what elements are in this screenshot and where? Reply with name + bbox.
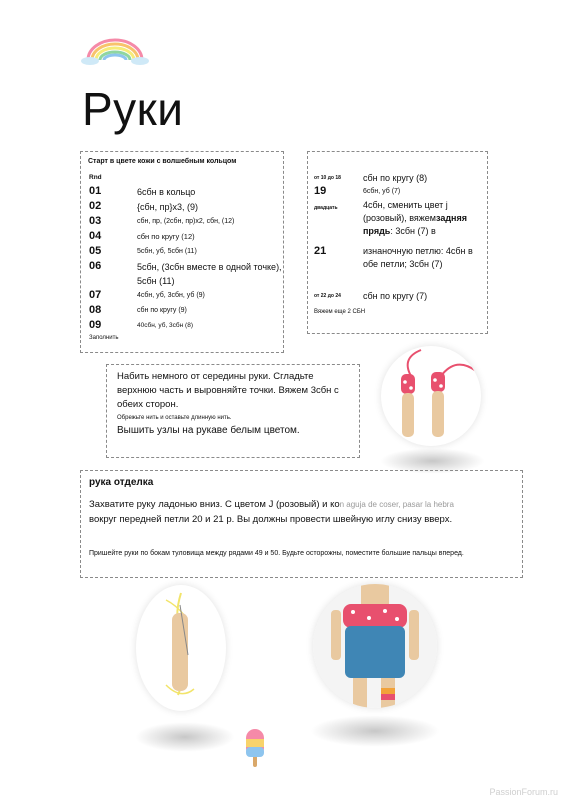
back-loop-emphasis: задняя прядь (363, 213, 467, 236)
instructions-box-rounds-1-9 (80, 151, 284, 353)
section-heading: рука отделка (89, 477, 154, 488)
sewing-text: Пришейте руки по бокам туловища между рядами 49 и 50. Будьте осторожны, поместите большие пальцы вперед. (89, 550, 464, 557)
round-number: двадцать (314, 205, 338, 211)
arms-illustration (381, 346, 481, 446)
round-text: 40сбн, уб, 3сбн (8) (137, 322, 193, 329)
round-text: сбн по кругу (9) (137, 307, 187, 314)
finishing-text (89, 497, 517, 527)
round-text: сбн по кругу (12) (137, 232, 195, 241)
round-text: {сбн, пр}x3, (9) (137, 202, 199, 212)
round-text: 6сбн, уб (7) (363, 188, 401, 195)
rainbow-icon (80, 36, 150, 66)
round-number: от 10 до 18 (314, 175, 341, 181)
round-text: 5сбн, (3сбн вместе в одной точке), 5сбн (11) (137, 262, 282, 286)
instructions-box-rounds-10-24 (307, 151, 488, 334)
popsicle-icon (244, 727, 266, 769)
rnd-label: Rnd (89, 174, 102, 181)
round-number: 07 (89, 289, 102, 301)
page-title: Руки (82, 83, 184, 135)
round-number: 04 (89, 230, 102, 242)
round-text: сбн, пр, (2сбн, пр)x2, сбн, (12) (137, 218, 235, 225)
box-footer: Заполнить (89, 335, 119, 341)
finishing-text-part: Захватите руку ладонью вниз. С цветом J (розовый) и ко (89, 499, 340, 510)
finishing-text-overlay: n aguja de coser, pasar la hebra (339, 500, 454, 509)
box-heading: Старт в цвете кожи с волшебным кольцом (88, 158, 237, 165)
watermark: PassionForum.ru (489, 787, 558, 797)
round-number: 06 (89, 260, 102, 272)
round-number: 19 (314, 185, 327, 197)
doll-photo (313, 584, 437, 708)
photo-shadow (310, 715, 440, 747)
round-number: 09 (89, 319, 102, 331)
photo-shadow (135, 722, 235, 752)
instruction-text: Набить немного от середины руки. Сгладьте верхнюю часть и выровняйте точки. Вяжем 3сбн с обеих сторон. (117, 371, 339, 410)
arms-photo (381, 346, 481, 446)
finishing-text-part: вокруг передней петли 20 и 21 р. Вы должны провести швейную иглу снизу вверх. (89, 514, 453, 525)
round-number: 21 (314, 245, 327, 257)
instruction-text: Вышить узлы на рукаве белым цветом. (117, 425, 300, 436)
arm-sewing-illustration (136, 585, 226, 711)
stuffing-instructions-box (106, 364, 360, 458)
arm-sewing-photo (136, 585, 226, 711)
round-number: 01 (89, 185, 102, 197)
round-number: 08 (89, 304, 102, 316)
round-text: 5сбн, уб, 5сбн (11) (137, 248, 197, 255)
round-number: 02 (89, 200, 102, 212)
round-number: 03 (89, 215, 102, 227)
arm-finishing-box (80, 470, 523, 578)
box-footer: Вяжем еще 2 СБН (314, 309, 366, 315)
round-text-part: 4сбн, сменить цвет j (розовый), вяжем (363, 200, 448, 223)
round-number: 05 (89, 245, 102, 257)
round-text: сбн по кругу (7) (363, 291, 428, 301)
round-text (363, 199, 487, 238)
round-text: 6сбн в кольцо (137, 187, 196, 197)
instruction-note: Обрежьте нить и оставьте длинную нить. (117, 415, 232, 421)
round-text: изнаночную петлю: 4сбн в обе петли; 3сбн (7) (363, 246, 473, 269)
round-number: от 22 до 24 (314, 293, 341, 299)
round-text: сбн по кругу (8) (363, 173, 428, 183)
round-text: 4сбн, уб, 3сбн, уб (9) (137, 292, 205, 299)
doll-illustration (313, 584, 437, 708)
round-text-part: : 3сбн (7) в (390, 226, 436, 236)
